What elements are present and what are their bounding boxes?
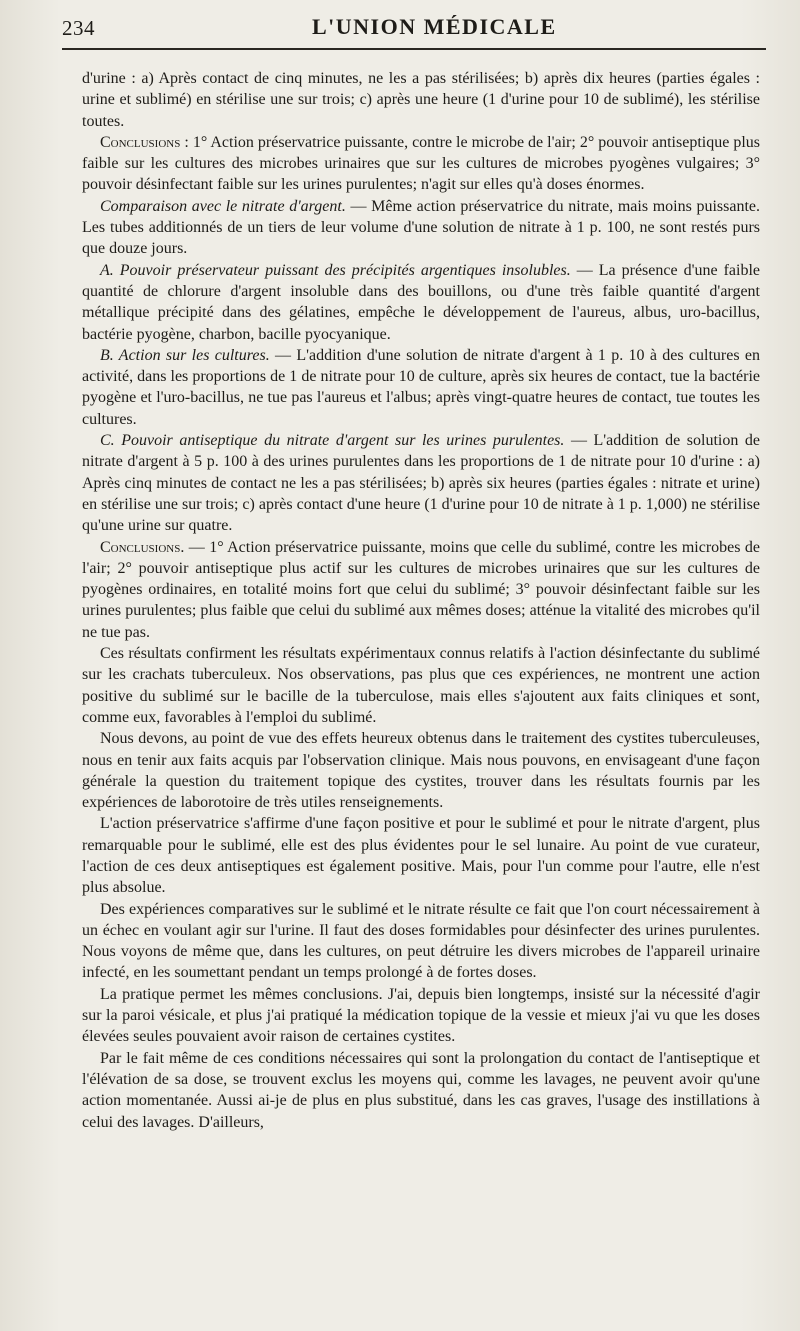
- page-number: 234: [62, 16, 95, 40]
- section-lead: Comparaison avec le nitrate d'argent.: [100, 197, 346, 215]
- paragraph: Nous devons, au point de vue des effets heureux obtenus dans le traitement des cystites tuberculeuses, nous en tenir aux faits acquis par l'observation clinique. Mais nous pouvons, en envisageant d'une façon générale la question du traitement topique des cystites, trouver dans les résultats fournis par les expériences de laborotoire de très utiles renseignements.: [82, 730, 760, 812]
- article-body: [82, 68, 760, 1133]
- paragraph: C. Pouvoir antiseptique du nitrate d'argent sur les urines purulentes. — L'addition de solution de nitrate d'argent à 5 p. 100 à des urines purulentes dans les proportions de 1 de nitrate pour 10 d'urine : a) Après cinq minutes de contact ne les a pas stérilisées; b) après six heures (parties égales : nitrate et urine) en stérilise une sur trois; c) après contact d'une heure (1 d'urine pour 10 de nitrate à 1 p. 1,000) ne stérilise qu'une urine sur quatre.: [82, 432, 761, 535]
- header-rule: [62, 48, 766, 50]
- paragraph: Conclusions : 1° Action préservatrice puissante, contre le microbe de l'air; 2° pouvoir antiseptique plus faible sur les cultures des microbes urinaires que sur les cultures de microbes pyogènes vulgaires; 3° pouvoir désinfectant faible sur les urines purulentes; n'agit sur elles qu'à doses énormes.: [82, 133, 760, 194]
- paragraph: B. Action sur les cultures. — L'addition d'une solution de nitrate d'argent à 1 p. 10 à des cultures en activité, dans les proportions de 1 de nitrate pour 10 de culture, après six heures de contact, tue la bactérie pyogène et l'uro-bacillus, ne tue pas l'aureus et l'albus; après vingt-quatre heures de contact, tue toutes les cultures.: [82, 346, 760, 428]
- section-lead: Conclusions :: [100, 133, 189, 151]
- paragraph: Par le fait même de ces conditions nécessaires qui sont la prolongation du contact de l'antiseptique et l'élévation de sa dose, se trouvent exclus les moyens qui, comme les lavages, ne peuvent avoir qu'une action momentanée. Aussi ai-je de plus en plus substitué, dans les cas graves, l'usage des instillations à celui des lavages. D'ailleurs,: [82, 1049, 760, 1131]
- paragraph: Comparaison avec le nitrate d'argent. — Même action préservatrice du nitrate, mais moins puissante. Les tubes additionnés de un tiers de leur volume d'une solution de nitrate à 1 p. 100, ne sont restés purs que douze jours.: [82, 197, 761, 258]
- section-lead: A. Pouvoir préservateur puissant des précipités argentiques insolubles.: [100, 261, 571, 279]
- running-title: L'UNION MÉDICALE: [312, 14, 557, 39]
- section-lead: C. Pouvoir antiseptique du nitrate d'argent sur les urines purulentes.: [100, 432, 565, 450]
- paragraph: La pratique permet les mêmes conclusions. J'ai, depuis bien longtemps, insisté sur la nécessité d'agir sur la paroi vésicale, et plus j'ai pratiqué la médication topique de la vessie et mieux j'ai vu que les doses élevées seules pouvaient avoir raison de certaines cystites.: [82, 985, 760, 1046]
- paragraph: Des expériences comparatives sur le sublimé et le nitrate résulte ce fait que l'on court nécessairement à un échec en voulant agir sur l'urine. Il faut des doses formidables pour désinfecter des urines purulentes. Nous voyons de même que, dans les cultures, on peut détruire les divers microbes de l'appareil urinaire infecté, en les soumettant pendant un temps prolongé à de fortes doses.: [82, 900, 760, 982]
- paragraph: Conclusions. — 1° Action préservatrice puissante, moins que celle du sublimé, contre les microbes de l'air; 2° pouvoir antiseptique plus actif sur les cultures de microbes urinaires que sur les cultures de pyogènes ordinaires, en totalité moins fort que celui du sublimé; 3° pouvoir désinfectant faible sur les urines purulentes; plus faible que celui du sublimé aux mêmes doses; atténue la vitalité des microbes qu'il ne tue pas.: [82, 538, 760, 641]
- paragraph: L'action préservatrice s'affirme d'une façon positive et pour le sublimé et pour le nitrate d'argent, plus remarquable pour le sublimé, elle est des plus évidentes pour le sel lunaire. Au point de vue curateur, l'action de ces deux antiseptiques est également positive. Mais, pour l'un comme pour l'autre, elle n'est plus absolue.: [82, 815, 760, 897]
- paragraph: Ces résultats confirment les résultats expérimentaux connus relatifs à l'action désinfectante du sublimé sur les crachats tuberculeux. Nos observations, pas plus que ces expériences, ne montrent une action positive du sublimé sur le bacille de la tuberculose, mais elles s'ajoutent aux faits cliniques et sont, comme eux, favorables à l'emploi du sublimé.: [82, 645, 760, 726]
- page-header: [62, 8, 760, 46]
- paragraph: A. Pouvoir préservateur puissant des précipités argentiques insolubles. — La présence d'une faible quantité de chlorure d'argent insoluble dans des bouillons, ou d'une très faible quantité d'argent métallique précipité dans des gélatines, empêche le développement de l'aureus, albus, uro-bacillus, bactérie pyogène, charbon, bacille pyocyanique.: [82, 261, 761, 343]
- section-lead: B. Action sur les cultures.: [100, 346, 270, 364]
- section-lead: Conclusions.: [100, 538, 185, 556]
- paragraph: d'urine : a) Après contact de cinq minutes, ne les a pas stérilisées; b) après dix heures (parties égales : urine et sublimé) en stérilise une sur trois; c) après une heure (1 d'urine pour 10 de sublimé), les stérilise toutes.: [82, 70, 760, 130]
